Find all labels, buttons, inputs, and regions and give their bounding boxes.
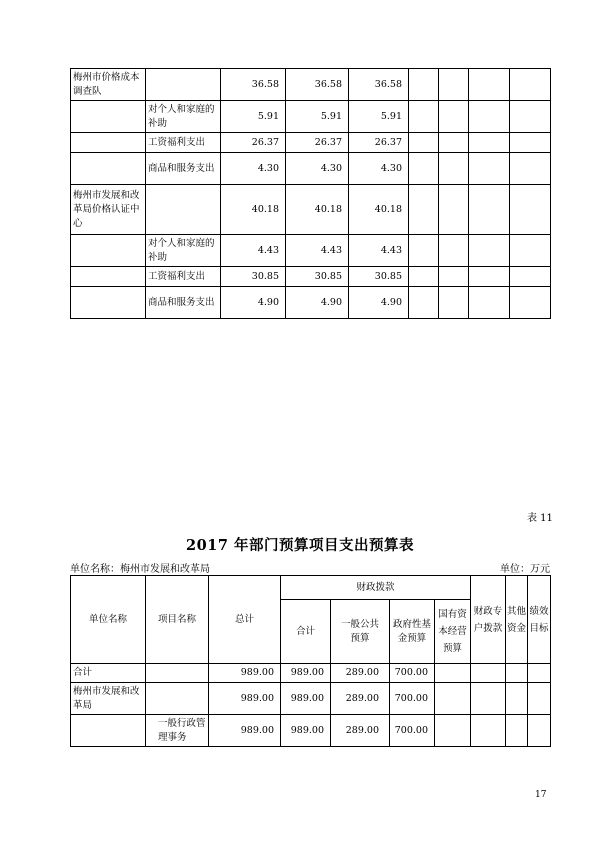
total-cell: 30.85 (221, 267, 286, 287)
total-cell: 4.43 (221, 235, 286, 267)
fiscal-cell: 26.37 (286, 133, 349, 153)
item-cell: 对个人和家庭的补助 (146, 235, 221, 267)
item-cell (146, 69, 221, 101)
budget-table-continued (70, 68, 551, 319)
general-cell: 289.00 (331, 715, 390, 747)
general-cell: 5.91 (349, 101, 409, 133)
general-cell: 26.37 (349, 133, 409, 153)
header-row (71, 576, 551, 600)
fiscal-cell: 4.30 (286, 153, 349, 185)
table-row (71, 153, 551, 185)
unit-cell: 合计 (71, 664, 146, 683)
unit-name-label: 单位名称：梅州市发展和改革局 (70, 564, 210, 575)
general-cell: 289.00 (331, 683, 390, 715)
gov-fund-cell: 700.00 (390, 683, 435, 715)
unit-cell (71, 153, 146, 185)
item-cell: 工资福利支出 (146, 133, 221, 153)
header-performance: 绩效目标 (528, 576, 551, 664)
header-unit: 单位名称 (71, 576, 146, 664)
total-cell: 989.00 (209, 683, 281, 715)
header-fiscal-group: 财政拨款 (281, 576, 471, 600)
table-row (71, 267, 551, 287)
subtotal-cell: 989.00 (281, 664, 331, 683)
general-cell: 4.90 (349, 287, 409, 319)
header-item: 项目名称 (146, 576, 209, 664)
fiscal-cell: 30.85 (286, 267, 349, 287)
project-expenditure-table (70, 575, 551, 747)
table-row (71, 185, 551, 235)
gov-fund-cell: 700.00 (390, 664, 435, 683)
unit-cell: 梅州市价格成本调查队 (71, 69, 146, 101)
table-number: 表 11 (527, 513, 553, 524)
table-row (71, 715, 551, 747)
table-row (71, 101, 551, 133)
header-subtotal: 合计 (281, 600, 331, 664)
unit-cell (71, 715, 146, 747)
total-cell: 5.91 (221, 101, 286, 133)
page-number: 17 (535, 790, 547, 800)
general-cell: 40.18 (349, 185, 409, 235)
total-cell: 4.30 (221, 153, 286, 185)
unit-cell (71, 133, 146, 153)
unit-cell (71, 101, 146, 133)
gov-fund-cell: 700.00 (390, 715, 435, 747)
general-cell: 30.85 (349, 267, 409, 287)
item-cell: 商品和服务支出 (146, 153, 221, 185)
table-row (71, 235, 551, 267)
currency-unit-label: 单位：万元 (500, 564, 550, 575)
table-row (71, 133, 551, 153)
header-state-capital: 国有资本经营预算 (435, 600, 471, 664)
item-cell: 商品和服务支出 (146, 287, 221, 319)
item-cell (146, 185, 221, 235)
table-row (71, 287, 551, 319)
total-cell: 989.00 (209, 715, 281, 747)
fiscal-cell: 5.91 (286, 101, 349, 133)
total-cell: 989.00 (209, 664, 281, 683)
header-special: 财政专户拨款 (471, 576, 506, 664)
header-gov-fund: 政府性基金预算 (390, 600, 435, 664)
general-cell: 4.43 (349, 235, 409, 267)
item-cell: 对个人和家庭的补助 (146, 101, 221, 133)
item-cell: 工资福利支出 (146, 267, 221, 287)
fiscal-cell: 4.90 (286, 287, 349, 319)
item-cell: 一般行政管理事务 (146, 715, 209, 747)
general-cell: 4.30 (349, 153, 409, 185)
header-total: 总计 (209, 576, 281, 664)
total-cell: 36.58 (221, 69, 286, 101)
table-row (71, 664, 551, 683)
unit-cell: 梅州市发展和改革局 (71, 683, 146, 715)
total-cell: 26.37 (221, 133, 286, 153)
fiscal-cell: 40.18 (286, 185, 349, 235)
unit-cell (71, 235, 146, 267)
subtotal-cell: 989.00 (281, 683, 331, 715)
general-cell: 36.58 (349, 69, 409, 101)
total-cell: 40.18 (221, 185, 286, 235)
page-title: 2017 年部门预算项目支出预算表 (186, 537, 414, 554)
total-cell: 4.90 (221, 287, 286, 319)
unit-cell: 梅州市发展和改革局价格认证中心 (71, 185, 146, 235)
table-row (71, 69, 551, 101)
fiscal-cell: 4.43 (286, 235, 349, 267)
table-row (71, 683, 551, 715)
fiscal-cell: 36.58 (286, 69, 349, 101)
header-general: 一般公共预算 (331, 600, 390, 664)
item-cell (146, 664, 209, 683)
unit-cell (71, 267, 146, 287)
unit-cell (71, 287, 146, 319)
header-other: 其他资金 (506, 576, 528, 664)
general-cell: 289.00 (331, 664, 390, 683)
item-cell (146, 683, 209, 715)
subtotal-cell: 989.00 (281, 715, 331, 747)
